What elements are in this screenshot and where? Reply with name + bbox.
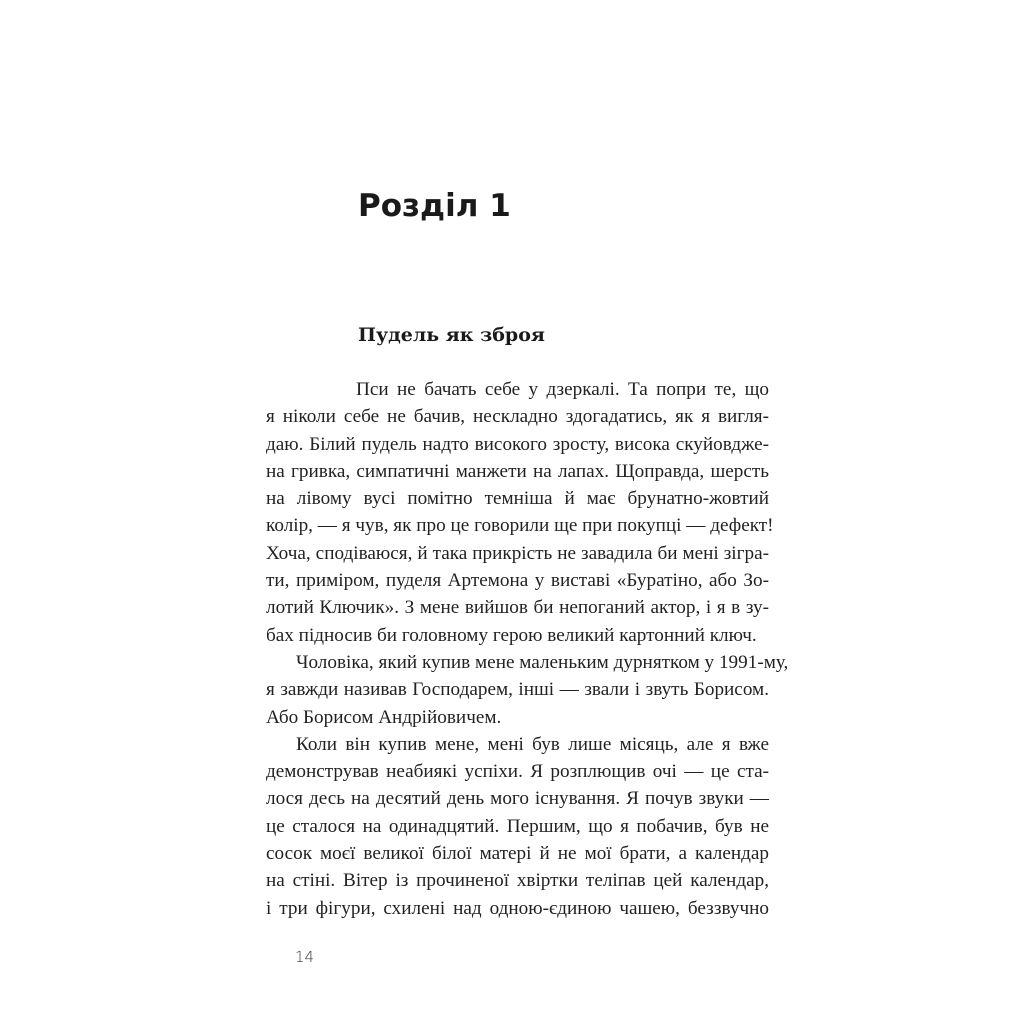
page-number: 14	[295, 948, 315, 966]
text-line: лотий Ключик». З мене вийшов би непоганий актор, і я в зу-	[266, 597, 769, 619]
text-line: на лівому вусі помітно темніша й має брунатно-жовтий	[266, 488, 769, 510]
text-line: Хоча, сподіваюся, й така прикрість не завадила би мені зігра-	[266, 542, 769, 564]
text-line: лося десь на десятий день мого існування. Я почув звуки —	[266, 788, 769, 810]
text-line: я завжди називав Господарем, інші — звали і звуть Борисом.	[266, 679, 769, 701]
text-line: сосок моєї великої білої матері й не мої брати, а календар	[266, 843, 769, 865]
text-line: бах підносив би головному герою великий картонний ключ.	[266, 624, 757, 646]
text-line: Коли він купив мене, мені був лише місяць, але я вже	[296, 733, 769, 755]
section-title: Пудель як зброя	[358, 324, 545, 346]
text-line: Або Борисом Андрійовичем.	[266, 706, 502, 728]
text-line: Чоловіка, який купив мене маленьким дурнятком у 1991-му,	[296, 651, 789, 673]
text-line: даю. Білий пудель надто високого зросту, висока скуйовдже-	[266, 433, 769, 455]
text-line: я ніколи себе не бачив, нескладно здогадатись, як я вигля-	[266, 406, 769, 428]
text-line: Пси не бачать себе у дзеркалі. Та попри те, що	[356, 379, 769, 400]
text-line: ти, приміром, пуделя Артемона у виставі «Буратіно, або Зо-	[266, 570, 769, 592]
chapter-title: Розділ 1	[358, 188, 511, 224]
text-line: колір, — я чув, як про це говорили ще при покупці — дефект!	[266, 515, 774, 537]
text-line: на гривка, симпатичні манжети на лапах. Щоправда, шерсть	[266, 460, 769, 482]
text-line: це сталося на одинадцятий. Першим, що я побачив, був не	[266, 815, 769, 837]
text-line: демонстрував неабиякі успіхи. Я розплющив очі — це ста-	[266, 761, 769, 783]
text-line: на стіні. Вітер із прочиненої хвіртки теліпав цей календар,	[266, 870, 769, 892]
body-text	[266, 376, 789, 922]
text-line: і три фігури, схилені над одною-єдиною чашею, беззвучно	[266, 897, 769, 919]
